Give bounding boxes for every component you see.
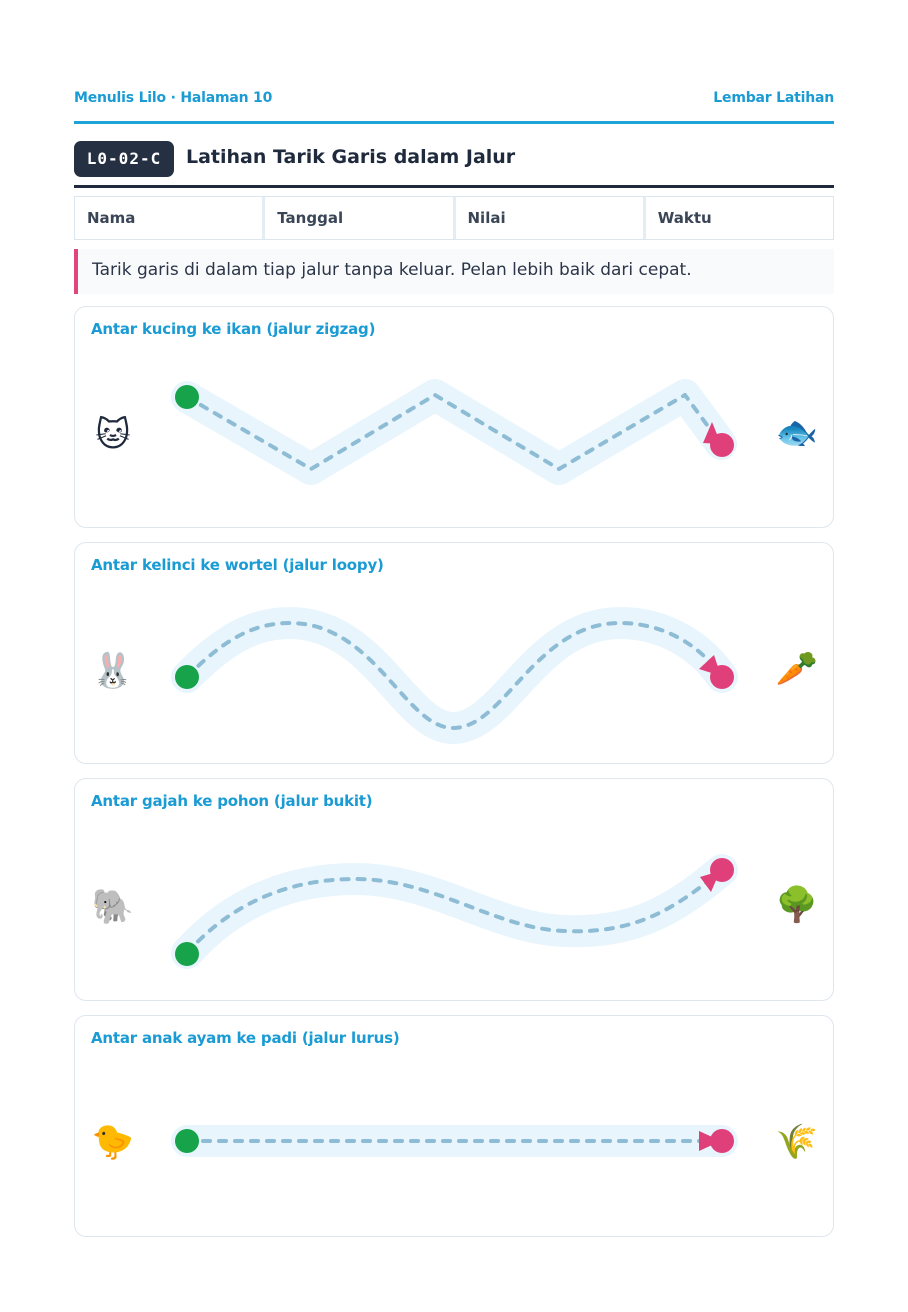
start-dot: [175, 942, 199, 966]
tracing-path-zigzag[interactable]: [75, 307, 835, 529]
worksheet-code-badge: L0-02-C: [74, 141, 174, 177]
end-dot: [710, 1129, 734, 1153]
exercise-title: Antar kucing ke ikan (jalur zigzag): [91, 320, 376, 338]
student-info-table: [74, 196, 834, 240]
carrot-icon: 🥕: [775, 649, 819, 689]
instruction-callout: Tarik garis di dalam tiap jalur tanpa keluar. Pelan lebih baik dari cepat.: [74, 249, 834, 294]
tracing-path-straight[interactable]: [75, 1016, 835, 1238]
start-dot: [175, 1129, 199, 1153]
score-field[interactable]: Nilai: [456, 197, 646, 239]
title-row: [74, 140, 834, 188]
exercise-card-zigzag: [74, 306, 834, 528]
start-dot: [175, 385, 199, 409]
tree-icon: 🌳: [775, 885, 819, 925]
rabbit-icon: 🐰: [91, 651, 135, 691]
page-title: Latihan Tarik Garis dalam Jalur: [186, 146, 516, 168]
date-field[interactable]: Tanggal: [265, 197, 455, 239]
elephant-icon: 🐘: [91, 887, 135, 927]
exercise-title: Antar kelinci ke wortel (jalur loopy): [91, 556, 384, 574]
time-field[interactable]: Waktu: [657, 209, 712, 227]
name-field[interactable]: Nama: [75, 197, 265, 239]
worksheet-series-label: Menulis Lilo · Halaman 10: [74, 90, 273, 106]
tracing-path-loopy[interactable]: [75, 543, 835, 765]
page-header: [74, 88, 834, 124]
tracing-path-hill[interactable]: [75, 779, 835, 1002]
fish-icon: 🐟: [775, 413, 819, 453]
exercise-card-hill: [74, 778, 834, 1001]
cat-icon: 🐱: [95, 415, 131, 455]
end-dot: [710, 433, 734, 457]
exercise-card-straight: [74, 1015, 834, 1237]
rice-icon: 🌾: [775, 1122, 819, 1162]
exercise-title: Antar gajah ke pohon (jalur bukit): [91, 792, 373, 810]
start-dot: [175, 665, 199, 689]
chick-icon: 🐤: [91, 1122, 135, 1162]
exercise-card-loopy: [74, 542, 834, 764]
end-dot: [710, 858, 734, 882]
worksheet-type-label: Lembar Latihan: [713, 90, 834, 106]
end-dot: [710, 665, 734, 689]
exercise-title: Antar anak ayam ke padi (jalur lurus): [91, 1029, 400, 1047]
